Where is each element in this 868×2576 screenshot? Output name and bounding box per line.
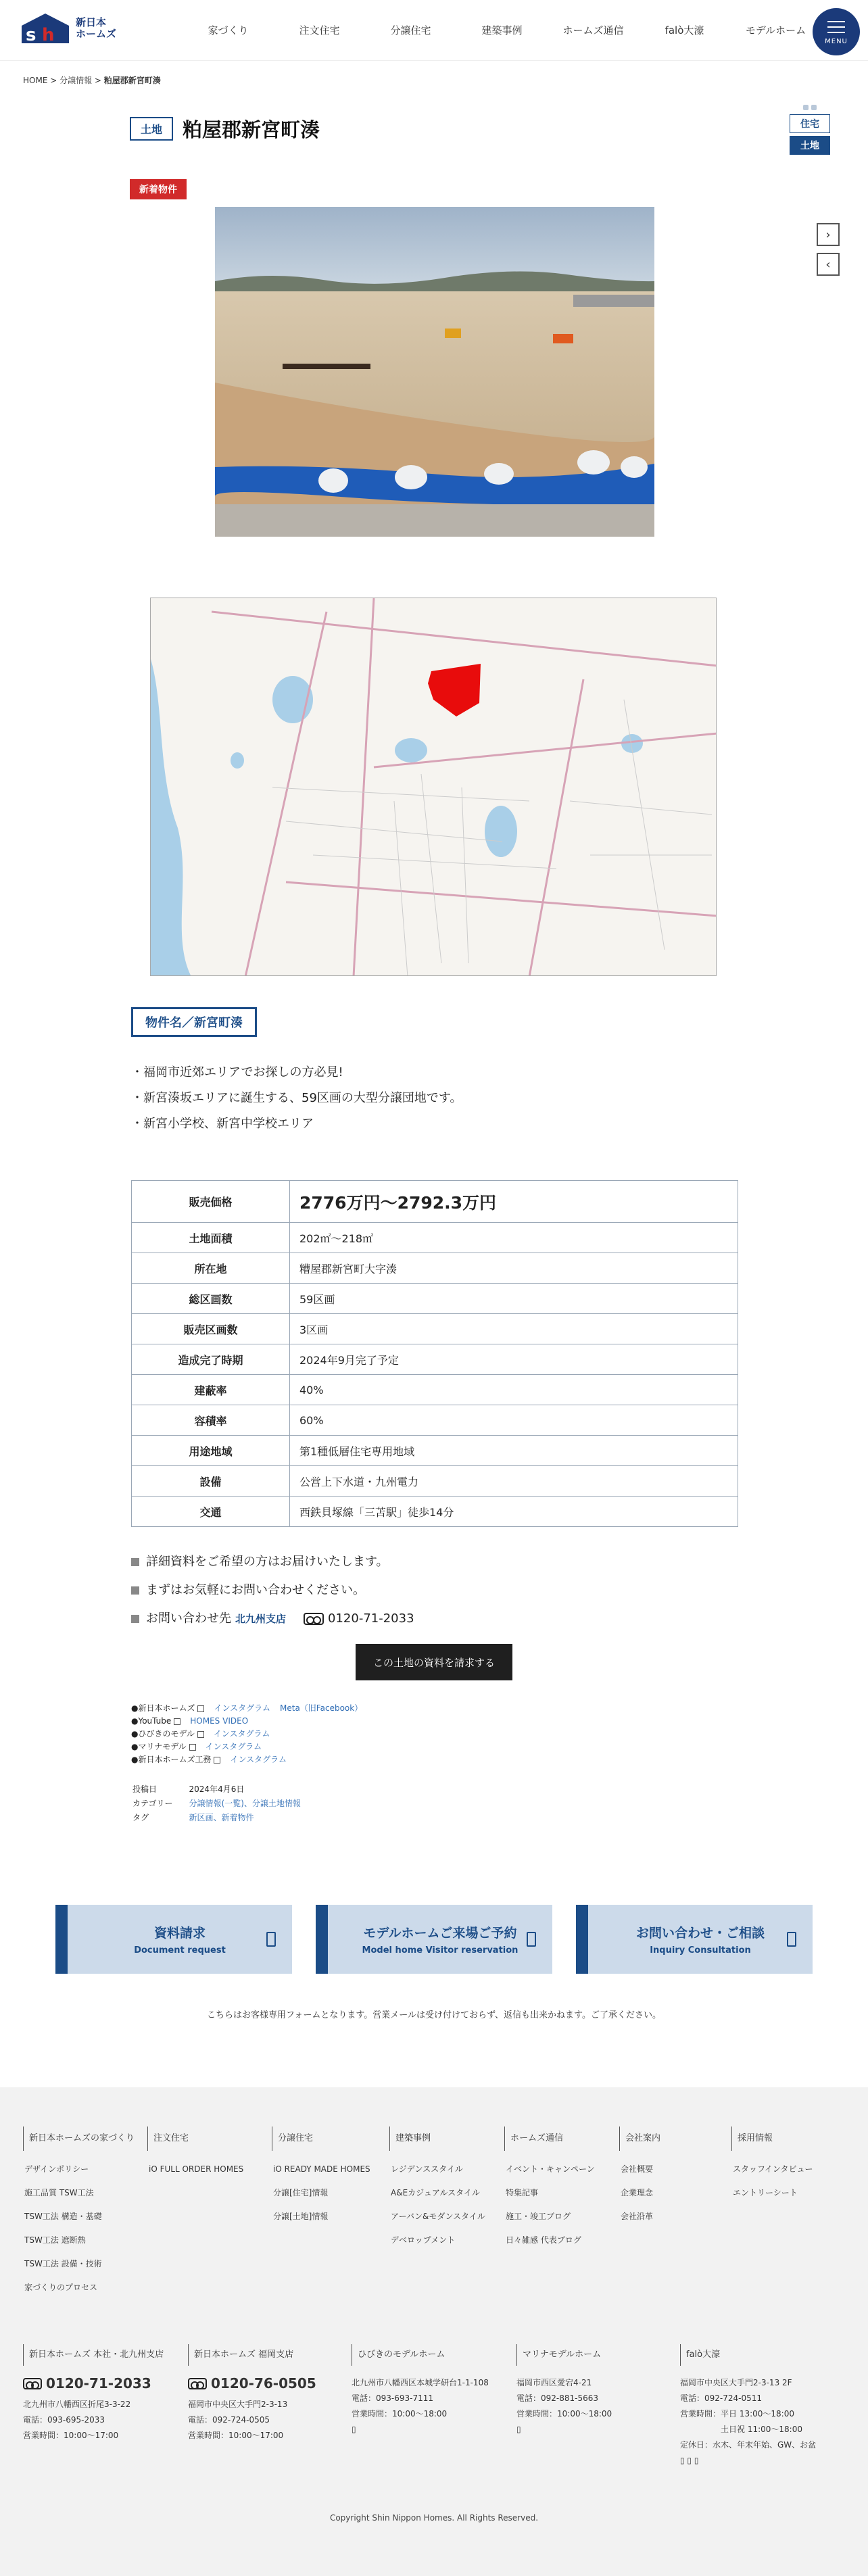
spec-value-price: 2776万円～2792.3万円 [290,1181,738,1223]
free-dial-icon [188,2378,207,2389]
footer-col-head[interactable]: 会社案内 [619,2127,721,2151]
tag-house[interactable]: 住宅 [790,114,830,133]
footer-branch [352,2344,507,2437]
branch-hours-weekend: 土日祝 11:00〜18:00 [680,2425,802,2434]
spec-value: 59区画 [290,1284,738,1314]
footer-link[interactable]: iO FULL ORDER HOMES [149,2164,244,2174]
branch-phone-line: 電話：093-695-2033 [23,2415,105,2425]
construction-site-image [215,207,654,537]
footer-col-head[interactable]: 建築事例 [389,2127,498,2151]
footer-link[interactable]: TSW工法 構造・基礎 [24,2212,102,2221]
sns-link-instagram[interactable]: インスタグラム [213,1729,270,1739]
breadcrumb-separator: > [47,76,60,85]
branch-phone[interactable]: 0120-71-2033 [46,2375,151,2391]
external-link-icon [174,1718,180,1725]
site-logo[interactable] [19,12,116,45]
post-date: 2024年4月6日 [189,1784,245,1794]
property-photo [215,207,654,537]
footer-link[interactable]: iO READY MADE HOMES [273,2164,370,2174]
area-map [150,598,717,976]
note-item [131,1605,414,1633]
spec-value: 60% [290,1405,738,1436]
footer-branch [680,2344,849,2469]
branch-phone-line: 電話：092-724-0511 [680,2393,763,2403]
highlight-item: ・新宮湊坂エリアに誕生する、59区画の大型分譲団地です。 [131,1091,462,1105]
branch-address: 北九州市八幡西区折尾3-3-22 [23,2400,131,2409]
branch-phone-line: 電話：092-724-0505 [188,2415,270,2425]
footer-col-head[interactable]: ホームズ通信 [504,2127,612,2151]
note-item [131,1548,414,1576]
external-link-icon [197,1731,204,1738]
footer-link[interactable]: エントリーシート [733,2188,798,2197]
branch-phone-line: 電話：092-881-5663 [516,2393,599,2403]
cta-document-request[interactable] [55,1905,292,1974]
sns-link-facebook[interactable]: Meta（旧Facebook） [280,1703,363,1713]
post-category-link[interactable]: 分譲情報(一覧)、分譲土地情報 [189,1799,301,1808]
cta-model-home-reservation[interactable] [316,1905,552,1974]
square-bullet-icon [131,1558,139,1566]
branch-hours: 営業時間：10:00〜17:00 [188,2431,284,2440]
request-documents-button[interactable]: この土地の資料を請求する [356,1644,512,1680]
category-tag: 土地 [130,117,173,141]
footer-link[interactable]: アーバン&モダンスタイル [391,2212,485,2221]
footer-link[interactable]: イベント・キャンペーン [506,2164,595,2174]
spec-label: 容積率 [132,1405,290,1436]
site-header [0,0,868,61]
spec-label: 建蔽率 [132,1375,290,1405]
branch-address: 北九州市八幡西区本城学研台1-1-108 [352,2378,489,2387]
svg-text:s: s [26,25,37,45]
spec-label: 総区画数 [132,1284,290,1314]
property-highlights [131,1060,462,1137]
nav-item-falo[interactable]: falò大濠 [665,24,704,37]
nav-item-model-home[interactable]: モデルホーム [745,24,806,37]
branch-address: 福岡市中央区大手門2-3-13 [188,2400,288,2409]
sns-link-instagram[interactable]: インスタグラム [205,1742,262,1751]
branch-name: マリナモデルホーム [516,2344,672,2366]
branch-hours: 営業時間：10:00〜18:00 [516,2409,612,2419]
footer-col-head[interactable]: 新日本ホームズの家づくり [23,2127,138,2151]
breadcrumb-current: 粕屋郡新宮町湊 [103,76,161,85]
highlight-item: ・福岡市近郊エリアでお探しの方必見! [131,1065,343,1079]
footer-link[interactable]: 会社概要 [621,2164,654,2174]
table-row [132,1223,738,1253]
footer-col [272,2127,380,2229]
document-icon [266,1932,276,1947]
spec-table [131,1180,738,1527]
tag-land[interactable]: 土地 [790,136,830,155]
sns-name: ●新日本ホームズ [131,1703,195,1713]
spec-label: 用途地域 [132,1436,290,1466]
meta-label: タグ [132,1813,149,1822]
cta-inquiry[interactable] [576,1905,813,1974]
hamburger-line [827,26,845,28]
square-bullet-icon [131,1586,139,1595]
sns-row [131,1753,362,1766]
sns-link-instagram[interactable]: インスタグラム [230,1755,287,1764]
note-text: まずはお気軽にお問い合わせください。 [146,1583,365,1597]
breadcrumb-home[interactable]: HOME [23,76,48,85]
note-text: 詳細資料をご希望の方はお届けいたします。 [146,1555,389,1569]
branch-tel[interactable] [188,2375,343,2391]
sns-name: ●YouTube [131,1716,172,1726]
branch-holiday: 定休日：水木、年末年始、GW、お盆 [680,2440,817,2450]
footer-col [23,2127,138,2300]
nav-item-subdivision[interactable]: 分譲住宅 [390,24,431,37]
map-image [151,598,717,976]
spec-label: 所在地 [132,1253,290,1284]
nav-item-custom-house[interactable]: 注文住宅 [299,24,340,37]
footer-col-head[interactable]: 採用情報 [731,2127,846,2151]
footer-branch [188,2344,343,2444]
cta-subtitle: Document request [134,1945,226,1955]
footer-link[interactable]: 施工・竣工ブログ [506,2212,571,2221]
external-link-icon [214,1757,220,1764]
spec-label: 販売価格 [132,1181,290,1223]
menu-button[interactable] [813,8,860,55]
logo-line-1: 新日本 [76,16,107,28]
calendar-icon [527,1932,536,1947]
spec-label: 交通 [132,1497,290,1527]
footer-col [619,2127,721,2229]
meta-label: カテゴリー [132,1799,173,1808]
footer-link[interactable]: 分譲[住宅]情報 [273,2188,329,2197]
branch-name: 新日本ホームズ 福岡支店 [188,2344,343,2366]
spec-value: 40% [290,1375,738,1405]
next-arrow-button[interactable] [817,223,840,246]
sns-name: ●マリナモデル [131,1742,187,1751]
external-link-icon [189,1744,196,1751]
breadcrumb-separator: > [92,76,104,85]
cta-subtitle: Model home Visitor reservation [362,1945,519,1955]
form-notice: こちらはお客様専用フォームとなります。営業メールは受け付けておらず、返信も出来かねます。ご了承ください。 [207,2010,661,2020]
footer-link[interactable]: TSW工法 遮断熱 [24,2235,86,2245]
branch-phone[interactable]: 0120-76-0505 [211,2375,316,2391]
spec-value: 公営上下水道・九州電力 [290,1466,738,1497]
footer-link[interactable]: 施工品質 TSW工法 [24,2188,94,2197]
property-name-label: 物件名／新宮町湊 [131,1007,257,1037]
sns-row [131,1715,362,1728]
mail-icon [787,1932,796,1947]
sns-row [131,1728,362,1741]
spec-label: 販売区画数 [132,1314,290,1344]
footer-link[interactable]: A&Eカジュアルスタイル [391,2188,480,2197]
branch-address: 福岡市中央区大手門2-3-13 2F [680,2378,792,2387]
contact-notes [131,1548,414,1633]
spec-label: 土地面積 [132,1223,290,1253]
branch-phone-line: 電話：093-693-7111 [352,2393,434,2403]
page-title: 粕屋郡新宮町湊 [183,118,320,141]
footer-link[interactable]: 特集記事 [506,2188,539,2197]
table-row [132,1344,738,1375]
branch-name: 新日本ホームズ 本社・北九州支店 [23,2344,178,2366]
footer-col [504,2127,612,2252]
meta-label: 投稿日 [132,1784,158,1794]
house-logo-icon [19,12,72,45]
footer-branch [23,2344,178,2444]
branch-name: ひびきのモデルホーム [352,2344,507,2366]
sns-row [131,1741,362,1753]
cta-title: 資料請求 [153,1926,206,1941]
nav-item-iezukuri[interactable]: 家づくり [208,24,249,37]
branch-name: falò大濠 [680,2344,849,2366]
logo-line-2: ホームズ [76,28,117,40]
footer-link[interactable]: 日々雑感 代表ブログ [506,2235,581,2245]
table-row [132,1181,738,1223]
instagram-icon[interactable]: ▯ [352,2425,356,2434]
branch-link[interactable]: 北九州支店 [235,1613,287,1625]
sns-name: ●新日本ホームズ工務 [131,1755,212,1764]
nav-item-news[interactable]: ホームズ通信 [562,24,624,37]
sns-link-instagram[interactable]: インスタグラム [214,1703,271,1713]
square-bullet-icon [131,1615,139,1623]
hamburger-line [827,32,845,33]
branch-hours: 営業時間：平日 13:00〜18:00 [680,2409,794,2419]
title-row [130,115,320,143]
footer-col [147,2127,262,2181]
external-link-icon [197,1705,204,1712]
instagram-icon[interactable]: ▯ [516,2425,521,2434]
sns-name: ●ひびきのモデル [131,1729,195,1739]
site-footer [0,2087,868,2576]
footer-link[interactable]: TSW工法 設備・技術 [24,2259,102,2268]
dots-icon [790,105,830,110]
new-badge: 新着物件 [130,179,187,199]
cta-subtitle: Inquiry Consultation [650,1945,751,1955]
footer-col-head[interactable]: 分譲住宅 [272,2127,380,2151]
branch-tel[interactable] [23,2375,178,2391]
footer-link[interactable]: 分譲[土地]情報 [273,2212,329,2221]
footer-link[interactable]: 会社沿革 [621,2212,654,2221]
footer-col-head[interactable]: 注文住宅 [147,2127,262,2151]
global-nav [183,23,821,37]
spec-value: 第1種低層住宅専用地域 [290,1436,738,1466]
cta-title: お問い合わせ・ご相談 [635,1926,765,1941]
spec-value: 西鉄貝塚線「三苫駅」徒歩14分 [290,1497,738,1527]
branch-hours: 営業時間：10:00〜17:00 [23,2431,119,2440]
prev-arrow-button[interactable] [817,253,840,276]
sns-links [131,1702,362,1766]
sns-icons[interactable]: ▯ ▯ ▯ [680,2456,699,2465]
note-item [131,1576,414,1605]
footer-branch [516,2344,672,2437]
free-dial-icon [23,2378,42,2389]
logo-wordmark [76,17,116,40]
table-row [132,1405,738,1436]
table-row [132,1466,738,1497]
spec-value: 糟屋郡新宮町大字湊 [290,1253,738,1284]
chevron-left-icon: ‹ [825,257,831,272]
chevron-right-icon: › [825,227,831,242]
highlight-item: ・新宮小学校、新宮中学校エリア [131,1117,314,1131]
spec-value: 202㎡～218㎡ [290,1223,738,1253]
breadcrumb-parent[interactable]: 分譲情報 [59,76,93,85]
branch-address: 福岡市西区愛宕4-21 [516,2378,592,2387]
breadcrumb [23,74,161,86]
note-text: お問い合わせ先 [146,1611,231,1626]
table-row [132,1284,738,1314]
table-row [132,1436,738,1466]
svg-text:h: h [42,25,55,45]
spec-value: 3区画 [290,1314,738,1344]
nav-item-cases[interactable]: 建築事例 [481,24,523,37]
spec-value: 2024年9月完了予定 [290,1344,738,1375]
table-row [132,1253,738,1284]
hamburger-icon [827,21,845,22]
copyright: Copyright Shin Nippon Homes. All Rights Reserved. [329,2513,539,2523]
footer-col [389,2127,498,2252]
footer-link[interactable]: デベロップメント [391,2235,456,2245]
post-meta [131,1782,317,1826]
post-tag-link[interactable]: 新区画、新着物件 [189,1813,254,1822]
spec-label: 造成完了時期 [132,1344,290,1375]
footer-link[interactable]: レジデンススタイル [391,2164,463,2174]
contact-phone[interactable]: 0120-71-2033 [328,1611,414,1626]
branch-hours: 営業時間：10:00〜18:00 [352,2409,448,2419]
table-row [132,1497,738,1527]
footer-link[interactable]: デザインポリシー [24,2164,89,2174]
side-tags [790,105,830,155]
table-row [132,1314,738,1344]
footer-link[interactable]: スタッフインタビュー [733,2164,813,2174]
footer-col [731,2127,846,2205]
footer-link[interactable]: 家づくりのプロセス [24,2283,98,2292]
free-dial-icon [304,1613,324,1625]
menu-label: MENU [825,37,848,45]
cta-title: モデルホームご来場ご予約 [363,1926,517,1941]
table-row [132,1375,738,1405]
sns-row [131,1702,362,1715]
footer-link[interactable]: 企業理念 [621,2188,654,2197]
sns-link-youtube[interactable]: HOMES VIDEO [190,1716,249,1726]
spec-label: 設備 [132,1466,290,1497]
